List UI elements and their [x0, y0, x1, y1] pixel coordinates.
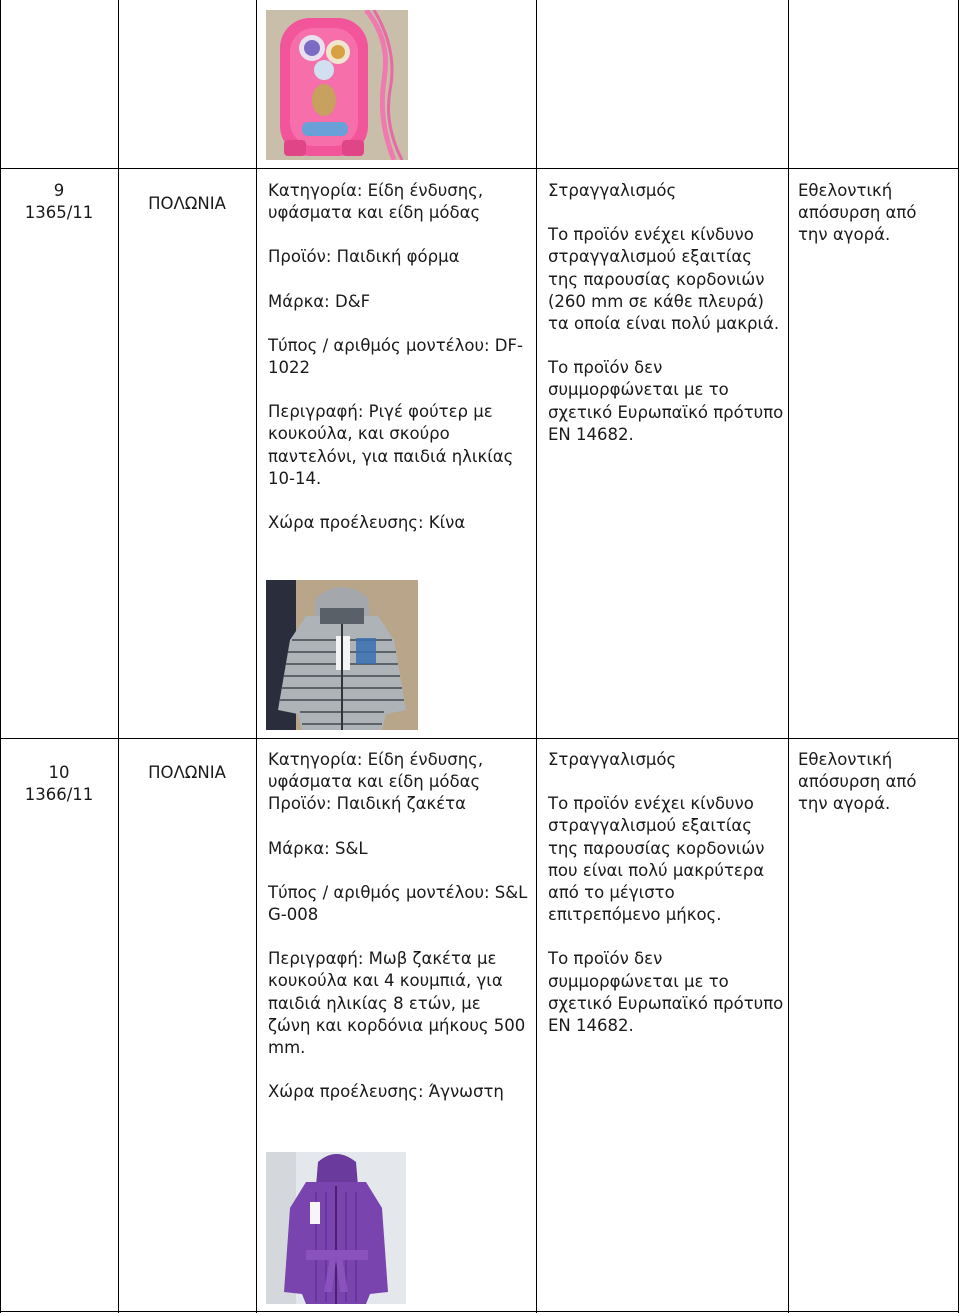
row-number: 10	[48, 763, 70, 782]
standard-compliance: Το προϊόν δεν συμμορφώνεται με το σχετικό Ευρωπαϊκό πρότυπο EN 14682.	[548, 949, 784, 1036]
row-9-measures-cell	[798, 180, 948, 247]
row-9-risk-cell	[548, 180, 784, 446]
measures-adopted: Εθελοντική απόσυρση από την αγορά.	[798, 750, 917, 814]
measures-adopted: Εθελοντική απόσυρση από την αγορά.	[798, 181, 917, 245]
row-10-description-cell	[268, 749, 528, 1103]
table-border-bottom	[0, 1311, 959, 1312]
country-of-origin: Χώρα προέλευσης: Κίνα	[268, 513, 466, 533]
product-category: Κατηγορία: Είδη ένδυσης, υφάσματα και είδη μόδας	[268, 181, 484, 223]
product-photo-previous	[266, 10, 408, 160]
risk-description: Το προϊόν ενέχει κίνδυνο στραγγαλισμού εξαιτίας της παρουσίας κορδονιών που είναι πολύ μακρύτερα από το μέγιστο επιτρεπόμενο μήκος.	[548, 794, 765, 925]
notifying-country: ΠΟΛΩΝΙΑ	[148, 194, 226, 213]
product-photo-cardigan	[266, 1152, 406, 1304]
row-number: 9	[53, 181, 65, 200]
product-category: Κατηγορία: Είδη ένδυσης, υφάσματα και είδη μόδας	[268, 750, 484, 792]
notification-code: 1366/11	[24, 785, 94, 805]
row-10-number-cell	[0, 762, 118, 806]
col-divider-4	[788, 0, 789, 1313]
row-9-description-cell	[268, 180, 528, 534]
product-description: Περιγραφή: Ριγέ φούτερ με κουκούλα, και σκούρο παντελόνι, για παιδιά ηλικίας 10-14.	[268, 402, 514, 488]
product-model: Τύπος / αριθμός μοντέλου: S&L G-008	[268, 882, 528, 925]
country-of-origin: Χώρα προέλευσης: Άγνωστη	[268, 1082, 504, 1102]
risk-type: Στραγγαλισμός	[548, 750, 677, 769]
product-description: Περιγραφή: Μωβ ζακέτα με κουκούλα και 4 κουμπιά, για παιδιά ηλικίας 8 ετών, με ζώνη και κορδόνια μήκους 500 mm.	[268, 949, 526, 1058]
col-divider-3	[536, 0, 537, 1313]
product-name: Προϊόν: Παιδική φόρμα	[268, 247, 460, 267]
row-9-number-cell	[0, 180, 118, 224]
product-model: Τύπος / αριθμός μοντέλου: DF-1022	[268, 335, 523, 378]
col-divider-2	[256, 0, 257, 1313]
standard-compliance: Το προϊόν δεν συμμορφώνεται με το σχετικό Ευρωπαϊκό πρότυπο EN 14682.	[548, 358, 784, 444]
notification-code: 1365/11	[24, 203, 94, 223]
row-divider-top	[0, 168, 959, 169]
row-10-country-cell	[118, 762, 256, 784]
product-photo-hoodie	[266, 580, 418, 730]
risk-type: Στραγγαλισμός	[548, 181, 677, 200]
row-10-risk-cell	[548, 749, 784, 1037]
product-brand: Μάρκα: S&L	[268, 838, 368, 858]
row-divider-middle	[0, 738, 959, 739]
product-brand: Μάρκα: D&F	[268, 291, 371, 311]
row-10-measures-cell	[798, 749, 948, 816]
row-9-country-cell	[118, 193, 256, 215]
table-border-right	[958, 0, 959, 1313]
notifying-country: ΠΟΛΩΝΙΑ	[148, 763, 226, 782]
risk-description: Το προϊόν ενέχει κίνδυνο στραγγαλισμού εξαιτίας της παρουσίας κορδονιών (260 mm σε κάθε πλευρά) τα οποία είναι πολύ μακριά.	[548, 225, 780, 334]
product-name: Προϊόν: Παιδική ζακέτα	[268, 794, 466, 814]
